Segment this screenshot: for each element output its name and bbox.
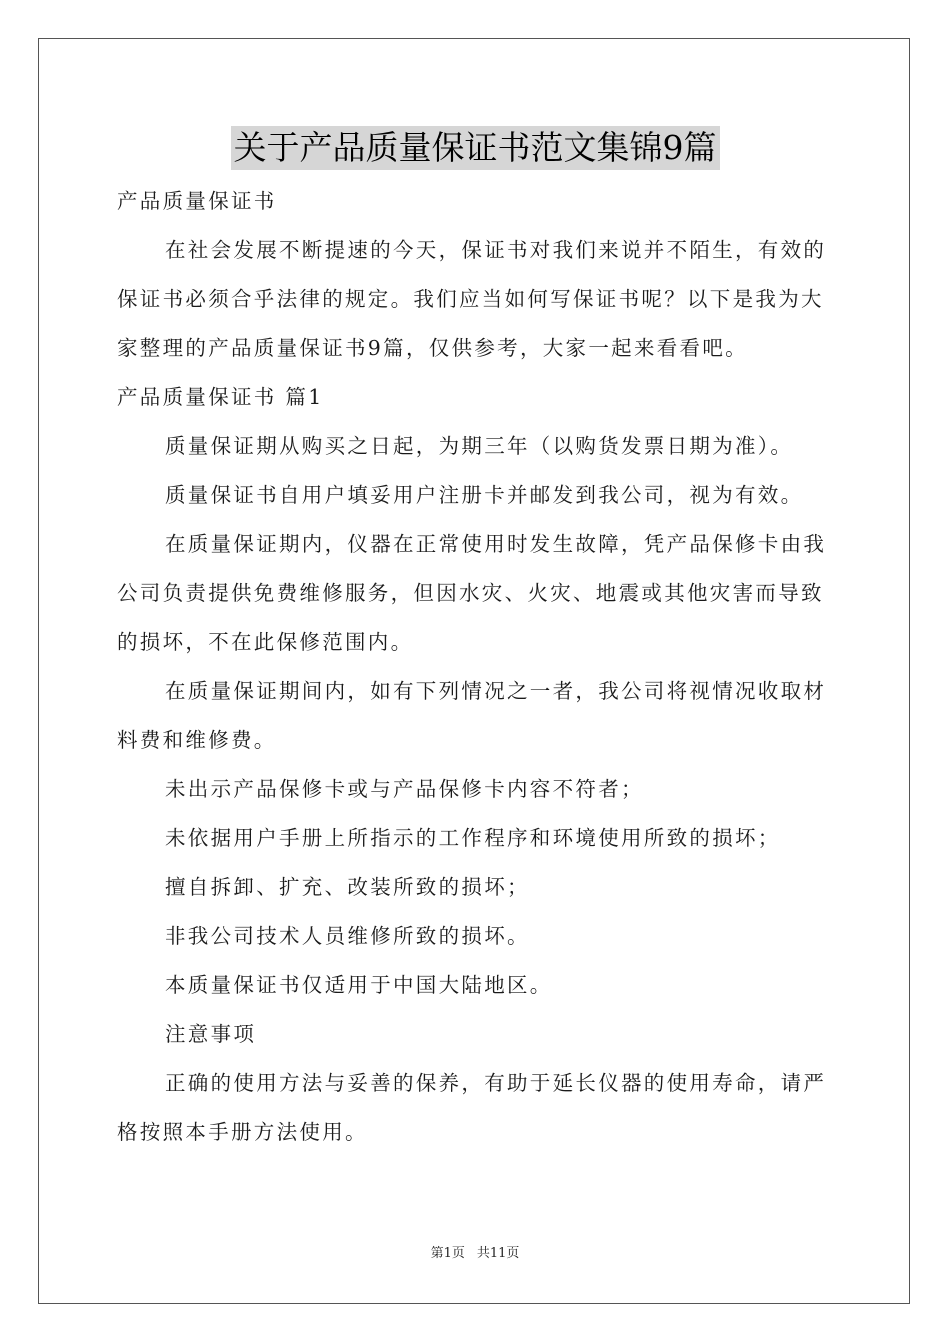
paragraph: 正确的使用方法与妥善的保养，有助于延长仪器的使用寿命，请严格按照本手册方法使用。 [117,1071,827,1144]
document-title: 关于产品质量保证书范文集锦9篇 [231,126,720,170]
paragraph: 产品质量保证书 [117,189,277,213]
paragraph: 注意事项 [165,1022,257,1046]
paragraph: 产品质量保证书 篇1 [117,385,324,409]
paragraph: 非我公司技术人员维修所致的损坏。 [165,924,530,948]
page-number: 第1页 [430,1246,465,1261]
page-footer [0,1244,950,1264]
paragraph: 在质量保证期间内，如有下列情况之一者，我公司将视情况收取材料费和维修费。 [117,679,827,752]
document-body [117,177,833,1157]
paragraph: 在质量保证期内，仪器在正常使用时发生故障，凭产品保修卡由我公司负责提供免费维修服务，但因水灾、火灾、地震或其他灾害而导致的损坏，不在此保修范围内。 [117,532,827,654]
paragraph: 本质量保证书仅适用于中国大陆地区。 [165,973,553,997]
page-total: 共11页 [476,1246,520,1261]
paragraph: 在社会发展不断提速的今天，保证书对我们来说并不陌生，有效的保证书必须合乎法律的规定。我们应当如何写保证书呢？以下是我为大家整理的产品质量保证书9篇，仅供参考，大家一起来看看吧。 [117,238,827,360]
paragraph: 擅自拆卸、扩充、改装所致的损坏； [165,875,530,899]
paragraph: 质量保证期从购买之日起，为期三年（以购货发票日期为准）。 [165,434,794,458]
paragraph: 未依据用户手册上所指示的工作程序和环境使用所致的损坏； [165,826,781,850]
paragraph: 未出示产品保修卡或与产品保修卡内容不符者； [165,777,644,801]
paragraph: 质量保证书自用户填妥用户注册卡并邮发到我公司，视为有效。 [165,483,804,507]
title-wrap [0,126,950,170]
